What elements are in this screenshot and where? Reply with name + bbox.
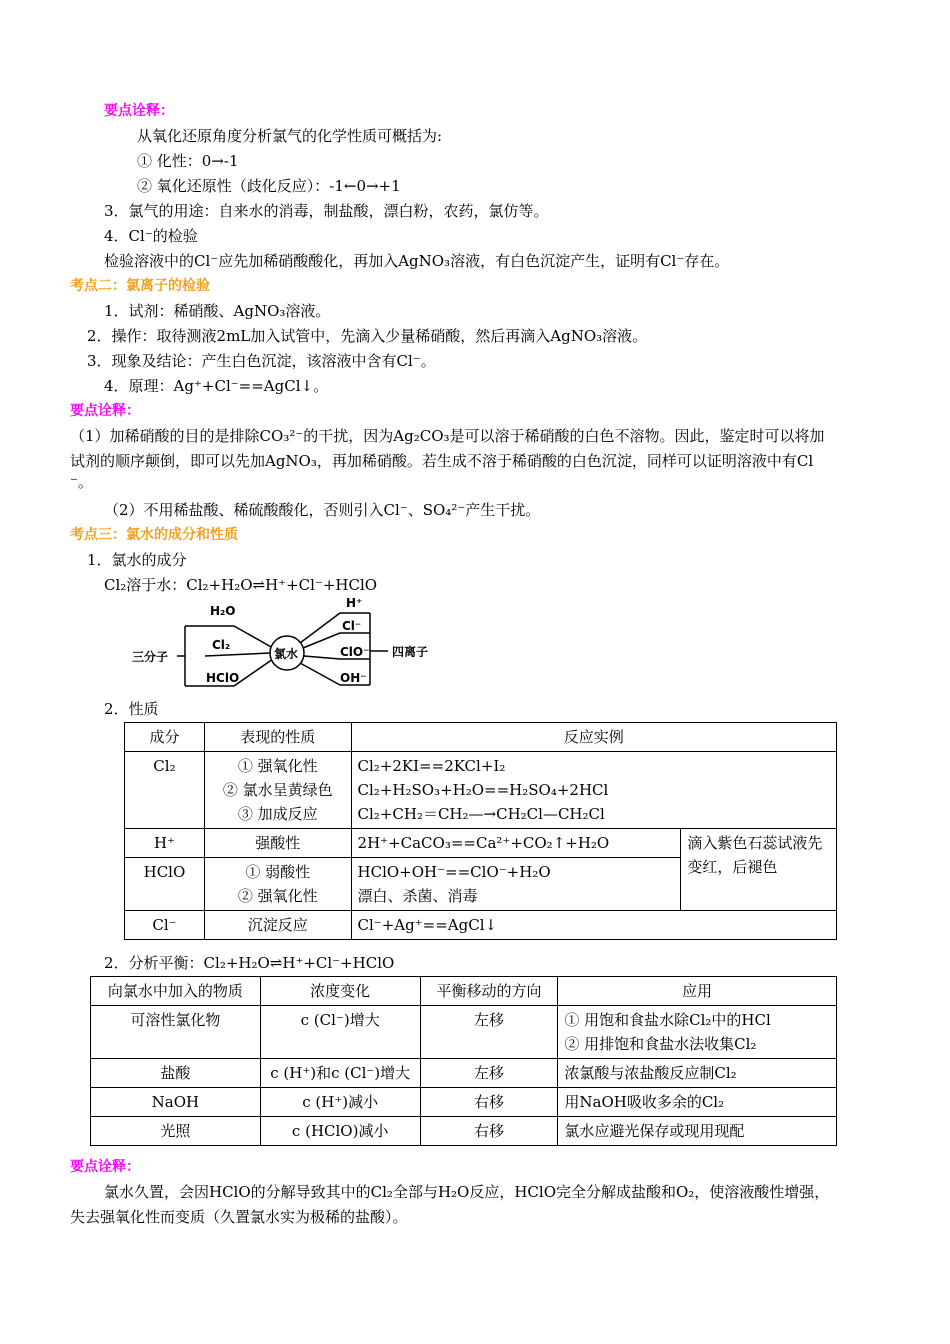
equilibrium-title: 2．分析平衡：Cl₂+H₂O⇌H⁺+Cl⁻+HClO [104, 954, 395, 972]
note-item-2: ② 氧化还原性（歧化反应）：-1←0→+1 [137, 177, 401, 195]
application-cell: 浓氯酸与浓盐酸反应制Cl₂ [558, 1059, 837, 1088]
reaction-item: HClO+OH⁻==ClO⁻+H₂O [357, 863, 551, 881]
property-cell [204, 752, 351, 829]
component-cell: Cl₂ [125, 752, 205, 829]
equilibrium-table [90, 976, 837, 1146]
ion-clo: ClO⁻ [340, 645, 370, 659]
application-cell [558, 1006, 837, 1059]
kp2-heading: 考点二：氯离子的检验 [70, 278, 210, 294]
note-heading-3: 要点诠释： [70, 1159, 140, 1175]
property-cell: 沉淀反应 [204, 911, 351, 940]
note3-para-2: 失去强氧化性而变质（久置氯水实为极稀的盐酸）。 [70, 1208, 408, 1226]
header-cell: 向氯水中加入的物质 [91, 977, 261, 1006]
concentration-cell: c (Cl⁻)增大 [260, 1006, 420, 1059]
property-item: ① 弱酸性 [245, 863, 311, 881]
chlorine-water-center: 氯水 [274, 647, 299, 661]
reaction-item: Cl₂+CH₂＝CH₂—→CH₂Cl—CH₂Cl [357, 805, 605, 823]
note-item-1: ① 化性：0→-1 [137, 152, 239, 170]
substance-cell: 光照 [91, 1117, 261, 1146]
ion-oh: OH⁻ [340, 671, 367, 685]
table-row [91, 1088, 837, 1117]
application-item: ① 用饱和食盐水除Cl₂中的HCl [564, 1011, 771, 1029]
header-cell: 浓度变化 [260, 977, 420, 1006]
header-cell: 应用 [558, 977, 837, 1006]
component-cell: H⁺ [125, 829, 205, 858]
three-molecules-label: 三分子 [132, 650, 169, 664]
reaction-item: Cl₂+H₂SO₃+H₂O==H₂SO₄+2HCl [357, 781, 609, 799]
litmus-note-cell: 滴入紫色石蕊试液先变红，后褪色 [681, 829, 837, 911]
concentration-cell: c (HClO)减小 [260, 1117, 420, 1146]
table-row [91, 1006, 837, 1059]
application-item: ② 用排饱和食盐水法收集Cl₂ [564, 1035, 757, 1053]
table-header-row [125, 723, 837, 752]
table-row [125, 911, 837, 940]
table-row [91, 1117, 837, 1146]
direction-cell: 右移 [420, 1088, 558, 1117]
kp2-line-4: 4．原理：Ag⁺+Cl⁻==AgCl↓。 [104, 377, 329, 395]
header-cell: 表现的性质 [204, 723, 351, 752]
property-item: ① 强氧化性 [237, 757, 318, 775]
reaction-item: Cl₂+2KI==2KCl+I₂ [357, 757, 506, 775]
property-item: ② 氯水呈黄绿色 [222, 781, 333, 799]
note2-para-1a: （1）加稀硝酸的目的是排除CO₃²⁻的干扰，因为Ag₂CO₃是可以溶于稀硝酸的白色不溶物。因此，鉴定时可以将加 [70, 427, 825, 445]
component-cell: Cl⁻ [125, 911, 205, 940]
molecule-hclo: HClO [206, 671, 240, 685]
table-header-row [91, 977, 837, 1006]
reaction-cell: 2H⁺+CaCO₃==Ca²⁺+CO₂↑+H₂O [351, 829, 681, 858]
property-cell: 强酸性 [204, 829, 351, 858]
note-intro: 从氧化还原角度分析氯气的化学性质可概括为: [137, 127, 443, 145]
note2-para-2: （2）不用稀盐酸、稀硫酸酸化，否则引入Cl⁻、SO₄²⁻产生干扰。 [104, 501, 541, 519]
four-ions-label: 四离子 [392, 645, 429, 659]
section-4: 4．Cl⁻的检验 [104, 227, 198, 245]
kp2-line-1: 1．试剂：稀硝酸、AgNO₃溶液。 [104, 302, 331, 320]
chlorine-water-diagram [130, 593, 440, 695]
direction-cell: 左移 [420, 1059, 558, 1088]
ion-h: H⁺ [346, 596, 363, 610]
direction-cell: 右移 [420, 1117, 558, 1146]
note2-para-1b: 试剂的顺序颠倒，即可以先加AgNO₃，再加稀硝酸。若生成不溶于稀硝酸的白色沉淀，同样可以证明溶液中有Cl [70, 452, 814, 470]
application-cell: 氯水应避光保存或现用现配 [558, 1117, 837, 1146]
substance-cell: 可溶性氯化物 [91, 1006, 261, 1059]
reaction-cell [351, 752, 836, 829]
molecule-h2o: H₂O [210, 604, 236, 618]
property-cell [204, 858, 351, 911]
section-3: 3．氯气的用途：自来水的消毒，制盐酸，漂白粉，农药，氯仿等。 [104, 202, 549, 220]
molecule-cl2: Cl₂ [212, 638, 231, 652]
substance-cell: NaOH [91, 1088, 261, 1117]
concentration-cell: c (H⁺)减小 [260, 1088, 420, 1117]
substance-cell: 盐酸 [91, 1059, 261, 1088]
note3-para-1: 氯水久置，会因HClO的分解导致其中的Cl₂全部与H₂O反应，HClO完全分解成盐酸和O₂，使溶液酸性增强， [104, 1183, 830, 1201]
property-item: ② 强氧化性 [237, 887, 318, 905]
application-cell: 用NaOH吸收多余的Cl₂ [558, 1088, 837, 1117]
table-row [91, 1059, 837, 1088]
reaction-cell: Cl⁻+Ag⁺==AgCl↓ [351, 911, 836, 940]
concentration-cell: c (H⁺)和c (Cl⁻)增大 [260, 1059, 420, 1088]
kp2-line-3: 3．现象及结论：产生白色沉淀，该溶液中含有Cl⁻。 [87, 352, 436, 370]
note-heading-1: 要点诠释： [104, 103, 174, 119]
note-heading-2: 要点诠释： [70, 403, 140, 419]
section-4-text: 检验溶液中的Cl⁻应先加稀硝酸酸化，再加入AgNO₃溶液，有白色沉淀产生，证明有Cl⁻存在。 [104, 252, 730, 270]
kp2-line-2: 2．操作：取待测液2mL加入试管中，先滴入少量稀硝酸，然后再滴入AgNO₃溶液。 [87, 327, 648, 345]
property-item: ③ 加成反应 [237, 805, 318, 823]
ion-cl: Cl⁻ [342, 619, 362, 633]
props-title: 2．性质 [104, 700, 159, 718]
header-cell: 平衡移动的方向 [420, 977, 558, 1006]
kp3-equation: Cl₂溶于水：Cl₂+H₂O⇌H⁺+Cl⁻+HClO [104, 576, 378, 594]
header-cell: 反应实例 [351, 723, 836, 752]
direction-cell: 左移 [420, 1006, 558, 1059]
properties-table [124, 722, 837, 940]
table-row [125, 829, 837, 858]
table-row [125, 752, 837, 829]
reaction-item: 漂白、杀菌、消毒 [357, 887, 478, 905]
reaction-cell [351, 858, 681, 911]
note2-para-1c: ⁻。 [70, 473, 93, 491]
component-cell: HClO [125, 858, 205, 911]
kp3-heading: 考点三：氯水的成分和性质 [70, 527, 238, 543]
kp3-line-1: 1．氯水的成分 [87, 551, 187, 569]
header-cell: 成分 [125, 723, 205, 752]
